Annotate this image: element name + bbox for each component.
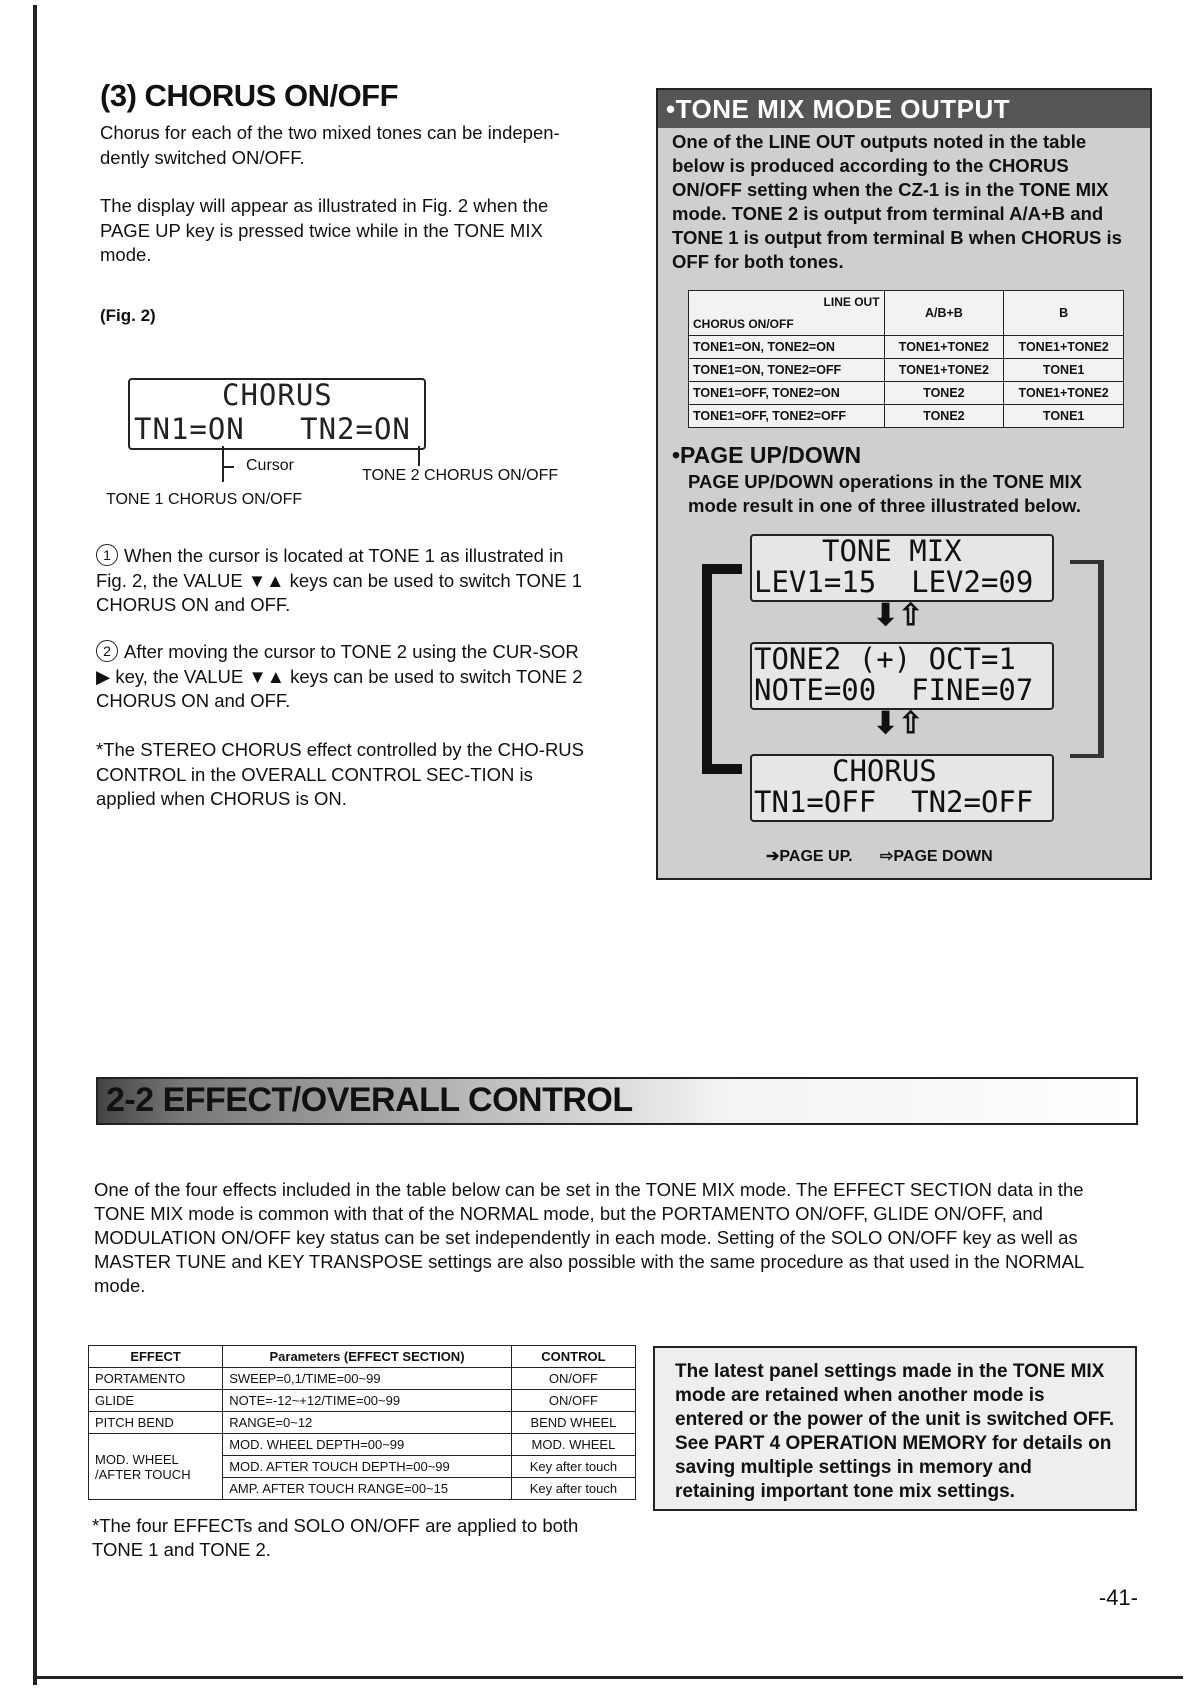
tone-mix-output-title: •TONE MIX MODE OUTPUT <box>666 94 1011 124</box>
page-down-legend: ⇨PAGE DOWN <box>880 848 993 865</box>
param-cell: SWEEP=0,1/TIME=00~99 <box>223 1368 512 1390</box>
header-parameters: Parameters (EFFECT SECTION) <box>223 1346 512 1368</box>
row-ab: TONE1+TONE2 <box>884 336 1004 359</box>
tone-mix-lcd <box>750 534 1054 602</box>
control-cell: MOD. WHEEL <box>511 1434 635 1456</box>
row-b: TONE1+TONE2 <box>1004 336 1124 359</box>
row-ab: TONE1+TONE2 <box>884 359 1004 382</box>
tone-mix-output-title-bar <box>658 90 1150 128</box>
line-out-header-row <box>689 291 1124 336</box>
control-cell: Key after touch <box>511 1478 635 1500</box>
line-out-corner-cell <box>689 291 885 336</box>
tone2-callout: TONE 2 CHORUS ON/OFF <box>362 467 559 484</box>
mod-effect-line-1: MOD. WHEEL <box>95 1451 179 1467</box>
page-updown-title: •PAGE UP/DOWN <box>672 442 862 468</box>
effect-intro-paragraph: One of the four effects included in the table below can be set in the TONE MIX mode. The EFFECT SECTION data in the TONE MIX mode is common with that of the NORMAL mode, but the PORTAMENTO ON/OFF, GLIDE ON/OFF, and MODULATION ON/OFF key status can be set independently in each mode. Setting of the SOLO ON/OFF key as well as MASTER TUNE and KEY TRANSPOSE settings are also possible with the same procedure as that used in the NORMAL mode. <box>94 1179 1084 1296</box>
step-2-number: 2 <box>96 640 118 662</box>
line-out-row <box>689 405 1124 428</box>
arrow-down-icon: ⬇⇧ <box>873 599 924 632</box>
mod-effect-line-2: /AFTER TOUCH <box>95 1466 191 1482</box>
table-row <box>89 1368 636 1390</box>
row-state: TONE1=OFF, TONE2=ON <box>689 382 885 405</box>
lcd-line-1: TONE2 (+) OCT=1 <box>754 642 1016 676</box>
lcd-line-2: NOTE=00 FINE=07 <box>754 673 1034 707</box>
header-effect: EFFECT <box>89 1346 223 1368</box>
col-ab-header: A/B+B <box>884 291 1004 336</box>
intro-paragraph: Chorus for each of the two mixed tones can be indepen-dently switched ON/OFF. <box>100 122 560 168</box>
row-b: TONE1+TONE2 <box>1004 382 1124 405</box>
lcd-line-1: TONE MIX <box>822 534 962 568</box>
step-1 <box>96 544 591 618</box>
fig2-lcd-display <box>128 378 426 450</box>
effect-cell: PITCH BEND <box>89 1412 223 1434</box>
row-state: TONE1=OFF, TONE2=OFF <box>689 405 885 428</box>
line-out-header: LINE OUT <box>823 295 880 309</box>
row-state: TONE1=ON, TONE2=OFF <box>689 359 885 382</box>
effect-cell: GLIDE <box>89 1390 223 1412</box>
effect-note: *The four EFFECTs and SOLO ON/OFF are applied to both TONE 1 and TONE 2. <box>92 1515 579 1560</box>
page-down-bracket-top <box>1070 560 1104 564</box>
control-cell: BEND WHEEL <box>511 1412 635 1434</box>
lcd-line-1: CHORUS <box>222 378 333 412</box>
param-cell: AMP. AFTER TOUCH RANGE=00~15 <box>223 1478 512 1500</box>
memory-note-text: The latest panel settings made in the TONE MIX mode are retained when another mode is entered or the power of the unit is switched OFF. See PART 4 OPERATION MEMORY for details on saving multiple settings in memory and retaining important tone mix settings. <box>675 1361 1115 1502</box>
lcd-line-2: TN1=OFF TN2=OFF <box>754 785 1034 819</box>
section-title: (3) CHORUS ON/OFF <box>100 78 399 113</box>
tone2-pointer-line <box>418 446 420 466</box>
lcd-line-2: LEV1=15 LEV2=09 <box>754 565 1034 599</box>
page-number: -41- <box>1098 1585 1138 1610</box>
memory-note-box <box>653 1346 1137 1511</box>
header-control: CONTROL <box>511 1346 635 1368</box>
line-out-row <box>689 382 1124 405</box>
cursor-pointer-line <box>222 446 224 482</box>
effect-table <box>88 1345 636 1500</box>
control-cell: ON/OFF <box>511 1390 635 1412</box>
table-row <box>89 1412 636 1434</box>
page-up-bracket-top <box>702 564 742 574</box>
row-state: TONE1=ON, TONE2=ON <box>689 336 885 359</box>
chorus-onoff-header: CHORUS ON/OFF <box>693 317 794 331</box>
table-row <box>89 1434 636 1456</box>
lcd-line-2: TN1=ON TN2=ON <box>134 412 411 446</box>
step-1-text: When the cursor is located at TONE 1 as illustrated in Fig. 2, the VALUE ▼▲ keys can be used to switch TONE 1 CHORUS ON and OFF. <box>96 545 582 615</box>
page-up-bracket <box>702 564 712 774</box>
param-cell: MOD. WHEEL DEPTH=00~99 <box>223 1434 512 1456</box>
table-row <box>89 1390 636 1412</box>
stereo-chorus-note: *The STEREO CHORUS effect controlled by the CHO-RUS CONTROL in the OVERALL CONTROL SEC-TION is applied when CHORUS is ON. <box>96 739 585 809</box>
page-down-bracket <box>1098 560 1104 758</box>
cursor-pointer-hook <box>222 466 234 468</box>
page-down-bracket-bottom <box>1070 754 1104 758</box>
line-out-row <box>689 336 1124 359</box>
row-ab: TONE2 <box>884 382 1004 405</box>
param-cell: MOD. AFTER TOUCH DEPTH=00~99 <box>223 1456 512 1478</box>
cursor-callout: Cursor <box>246 457 295 474</box>
page-up-bracket-bottom <box>702 764 742 774</box>
step-2-text: After moving the cursor to TONE 2 using the CUR-SOR ▶ key, the VALUE ▼▲ keys can be used to switch TONE 2 CHORUS ON and OFF. <box>96 641 583 711</box>
control-cell: ON/OFF <box>511 1368 635 1390</box>
page-updown-text: PAGE UP/DOWN operations in the TONE MIX mode result in one of three illustrated below. <box>688 471 1083 516</box>
row-b: TONE1 <box>1004 359 1124 382</box>
line-out-table <box>688 290 1124 428</box>
control-cell: Key after touch <box>511 1456 635 1478</box>
tone2-lcd <box>750 642 1054 710</box>
chorus-lcd <box>750 754 1054 822</box>
fig-label: (Fig. 2) <box>100 306 156 325</box>
tone1-callout: TONE 1 CHORUS ON/OFF <box>106 491 303 508</box>
line-out-row <box>689 359 1124 382</box>
effect-cell-mod <box>89 1434 223 1500</box>
page-bottom-rule <box>33 1676 1183 1679</box>
tone-mix-output-text: One of the LINE OUT outputs noted in the table below is produced according to the CHORUS ON/OFF setting when the CZ-1 is in the TONE MIX mode. TONE 2 is output from terminal A/A+B and TONE 1 is output from terminal B when CHORUS is OFF for both tones. <box>672 131 1122 272</box>
row-b: TONE1 <box>1004 405 1124 428</box>
param-cell: RANGE=0~12 <box>223 1412 512 1434</box>
display-paragraph: The display will appear as illustrated in Fig. 2 when the PAGE UP key is pressed twice while in the TONE MIX mode. <box>100 195 549 265</box>
tone-mix-output-box <box>656 88 1152 880</box>
section-banner <box>96 1077 1138 1125</box>
step-2 <box>96 640 591 714</box>
arrow-down-icon: ⬇⇧ <box>873 707 924 740</box>
effect-table-header-row <box>89 1346 636 1368</box>
lcd-line-1: CHORUS <box>832 754 937 788</box>
section-banner-title: 2-2 EFFECT/OVERALL CONTROL <box>106 1081 633 1119</box>
param-cell: NOTE=-12~+12/TIME=00~99 <box>223 1390 512 1412</box>
col-b-header: B <box>1004 291 1124 336</box>
page-binding-rule <box>33 5 37 1685</box>
row-ab: TONE2 <box>884 405 1004 428</box>
step-1-number: 1 <box>96 544 118 566</box>
effect-cell: PORTAMENTO <box>89 1368 223 1390</box>
page-up-legend: ➔PAGE UP. <box>766 848 853 865</box>
